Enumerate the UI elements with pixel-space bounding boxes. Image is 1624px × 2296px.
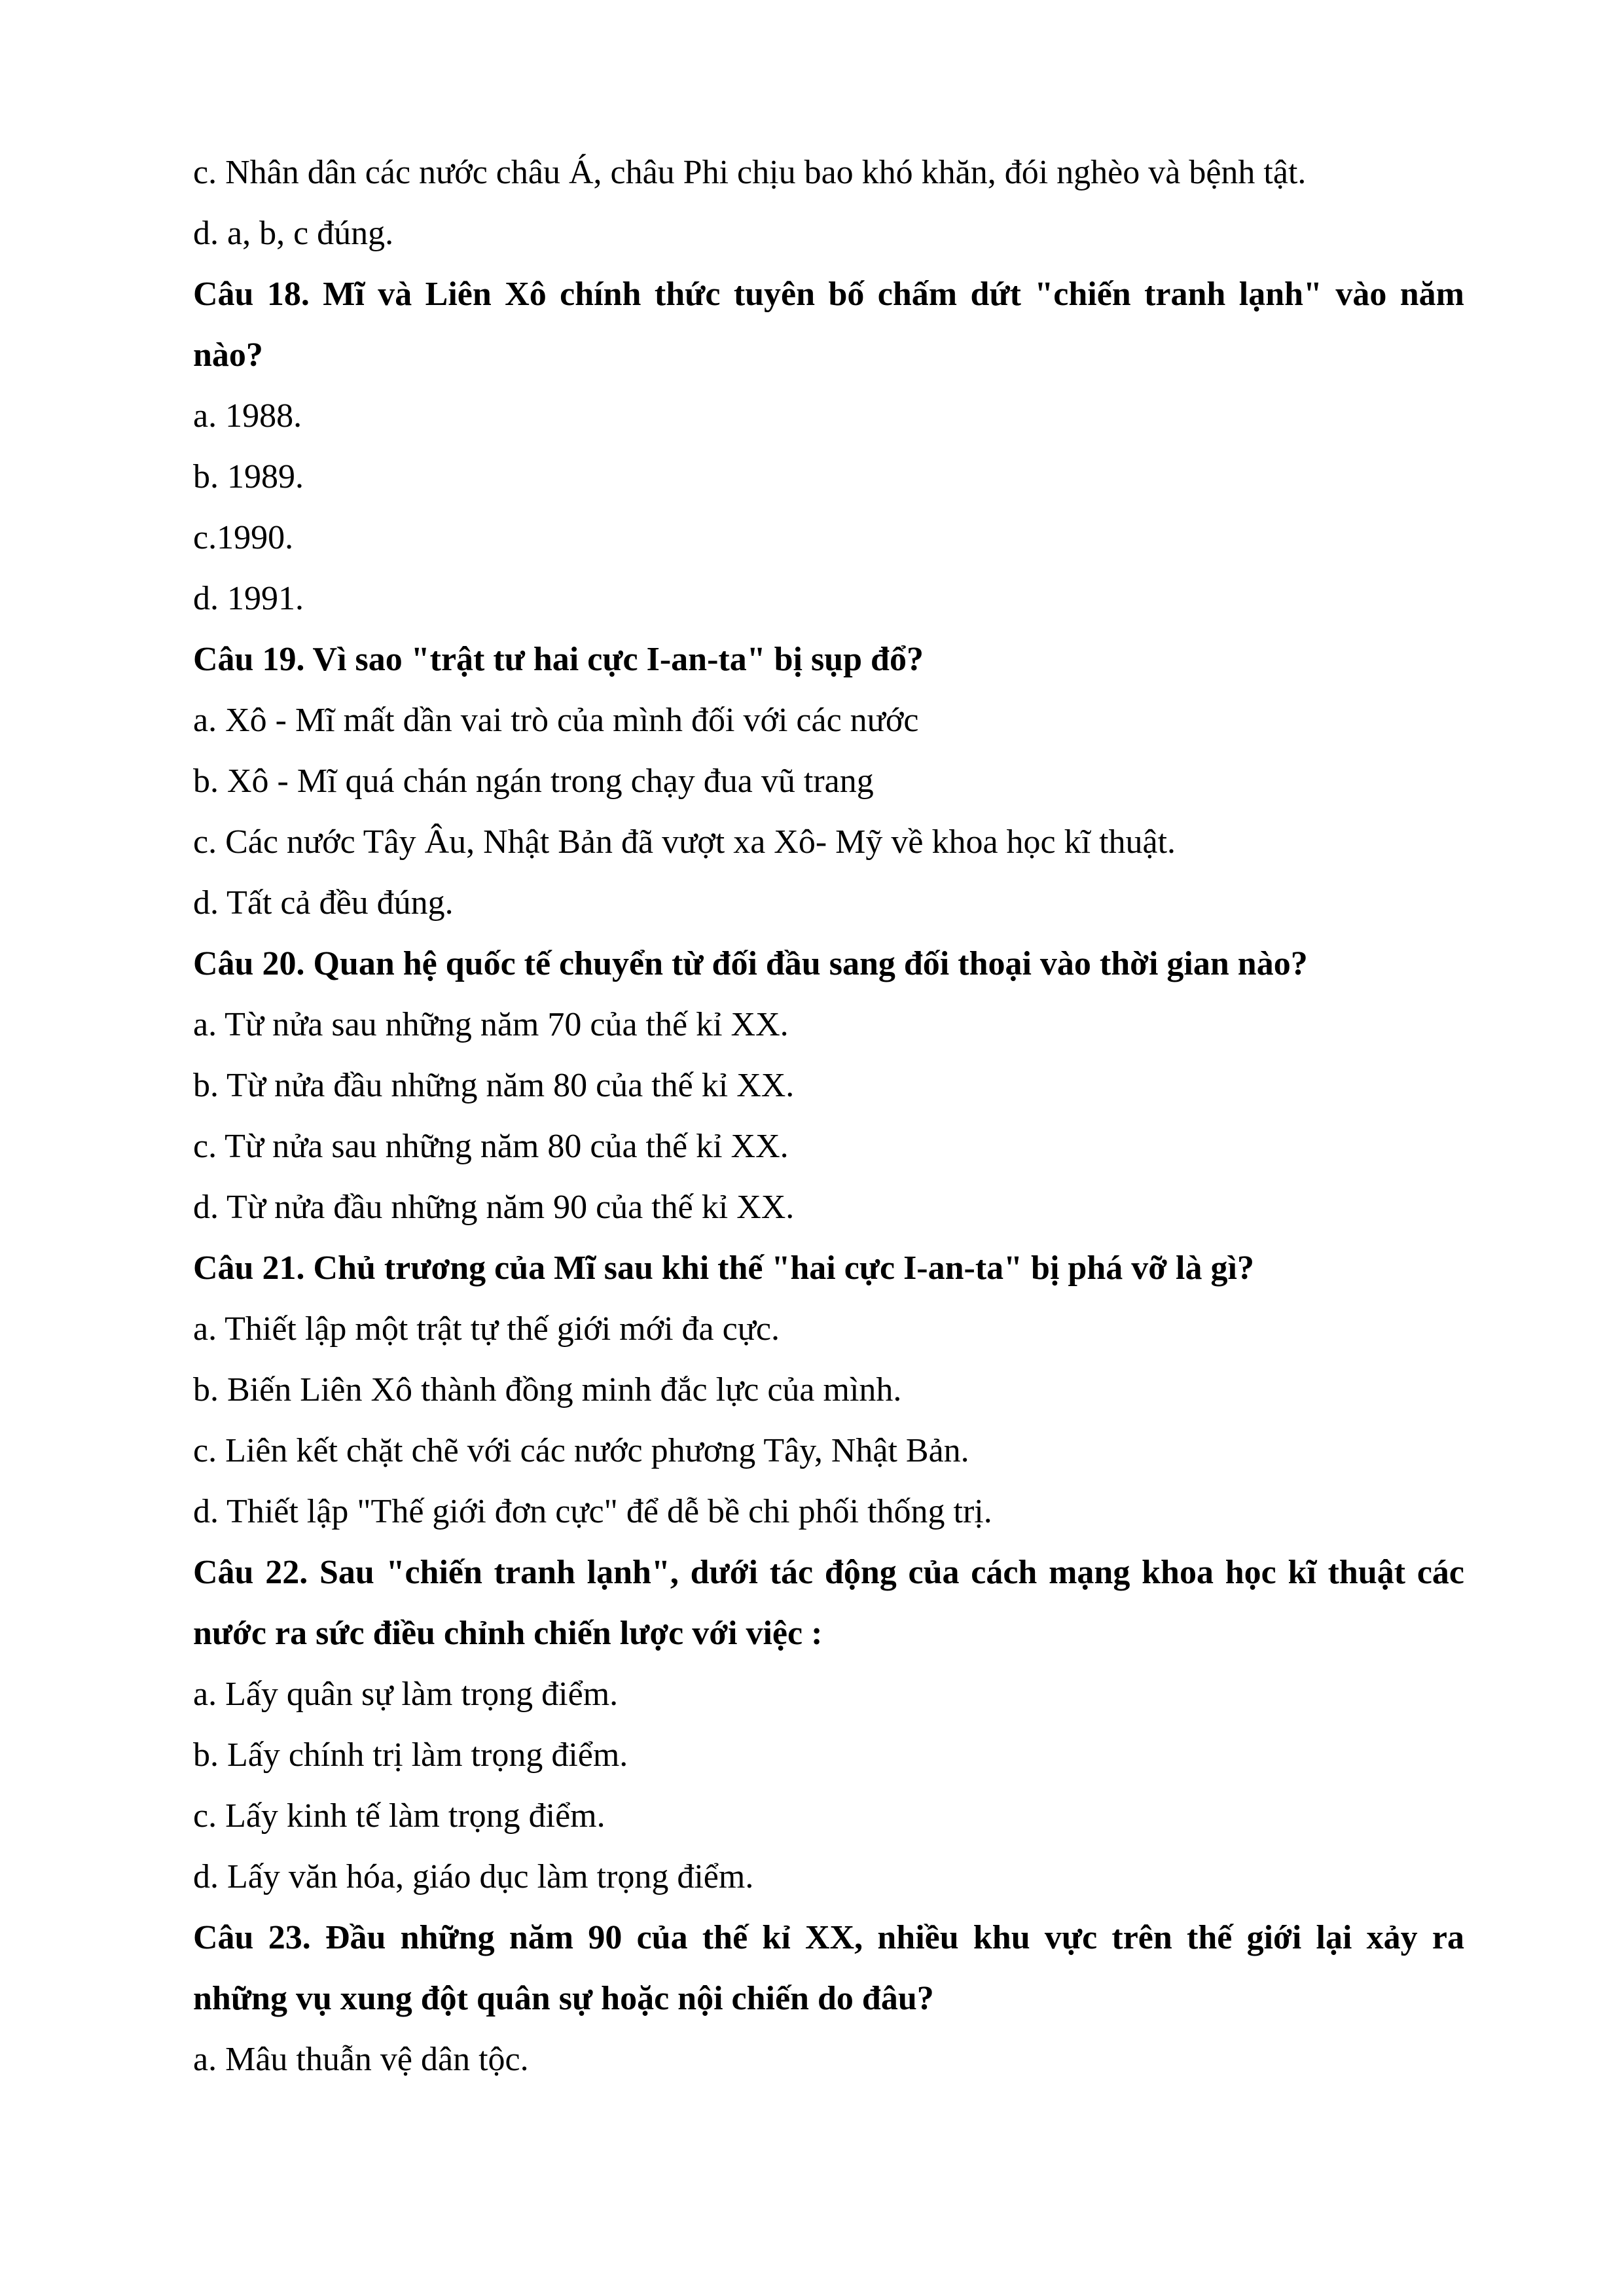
answer-option-line: b. Biến Liên Xô thành đồng minh đắc lực của mình. [193,1371,902,1408]
answer-option-line: c. Lấy kinh tế làm trọng điểm. [193,1797,605,1835]
question-23-heading-continued: những vụ xung đột quân sự hoặc nội chiến do đâu? [193,1980,934,2017]
answer-option-line: d. Từ nửa đầu những năm 90 của thế kỉ XX. [193,1189,795,1226]
question-21-heading: Câu 21. Chủ trương của Mĩ sau khi thế "hai cực I-an-ta" bị phá vỡ là gì? [193,1249,1254,1287]
answer-option-line: d. a, b, c đúng. [193,215,394,252]
answer-option-line: d. Thiết lập "Thế giới đơn cực" để dễ bề chi phối thống trị. [193,1493,992,1530]
question-22-heading-continued: nước ra sức điều chỉnh chiến lược với việc : [193,1615,823,1652]
answer-option-line: b. Lấy chính trị làm trọng điểm. [193,1736,628,1774]
answer-option-line: a. Từ nửa sau những năm 70 của thế kỉ XX. [193,1006,789,1043]
answer-option-line: a. Thiết lập một trật tự thế giới mới đa cực. [193,1310,780,1348]
answer-option-line: d. 1991. [193,580,304,617]
answer-option-line: b. Xô - Mĩ quá chán ngán trong chạy đua vũ trang [193,762,874,800]
answer-option-line: d. Lấy văn hóa, giáo dục làm trọng điểm. [193,1858,754,1895]
answer-option-line: a. Xô - Mĩ mất dần vai trò của mình đối với các nước [193,702,919,739]
answer-option-line: c. Các nước Tây Âu, Nhật Bản đã vượt xa Xô- Mỹ về khoa học kĩ thuật. [193,823,1176,861]
answer-option-line: a. Mâu thuẫn vệ dân tộc. [193,2041,529,2078]
question-20-heading: Câu 20. Quan hệ quốc tế chuyển từ đối đầu sang đối thoại vào thời gian nào? [193,945,1308,982]
answer-option-line: b. 1989. [193,458,304,495]
answer-option-line: d. Tất cả đều đúng. [193,884,454,922]
question-23-heading: Câu 23. Đầu những năm 90 của thế kỉ XX, nhiều khu vực trên thế giới lại xảy ra [193,1919,1464,1956]
question-19-heading: Câu 19. Vì sao "trật tư hai cực I-an-ta" bị sụp đổ? [193,641,924,678]
question-18-heading: Câu 18. Mĩ và Liên Xô chính thức tuyên bố chấm dứt "chiến tranh lạnh" vào năm [193,276,1464,313]
answer-option-line: c. Nhân dân các nước châu Á, châu Phi chịu bao khó khăn, đói nghèo và bệnh tật. [193,154,1307,191]
answer-option-line: a. Lấy quân sự làm trọng điểm. [193,1676,619,1713]
question-22-heading: Câu 22. Sau "chiến tranh lạnh", dưới tác động của cách mạng khoa học kĩ thuật các [193,1554,1464,1591]
answer-option-line: a. 1988. [193,397,302,435]
answer-option-line: c.1990. [193,519,294,556]
answer-option-line: c. Từ nửa sau những năm 80 của thế kỉ XX. [193,1128,789,1165]
answer-option-line: b. Từ nửa đầu những năm 80 của thế kỉ XX. [193,1067,795,1104]
question-18-heading-continued: nào? [193,336,263,374]
answer-option-line: c. Liên kết chặt chẽ với các nước phương Tây, Nhật Bản. [193,1432,969,1469]
